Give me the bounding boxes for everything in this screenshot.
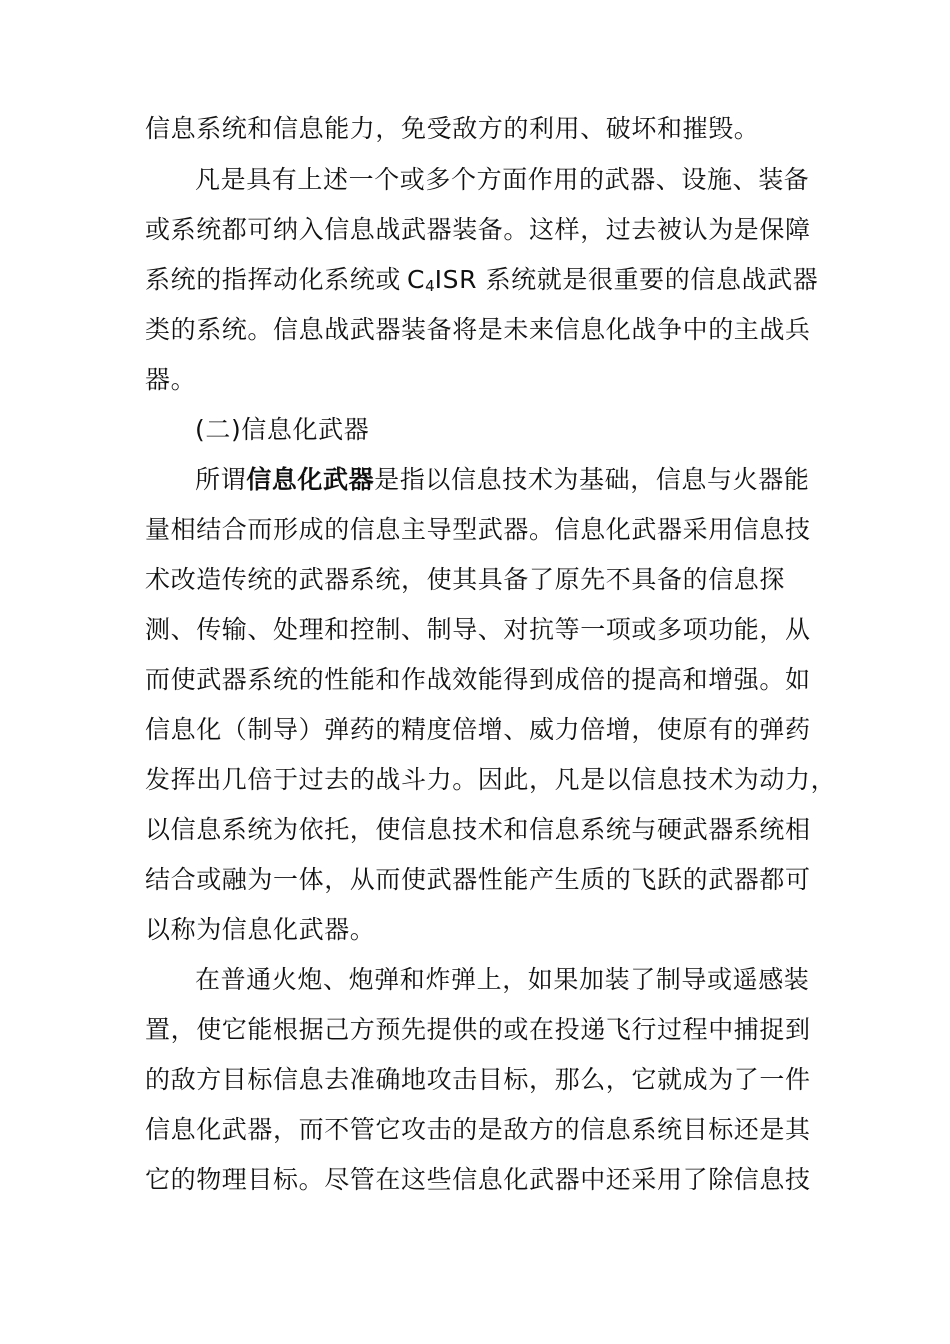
- paragraph-line: 的敌方目标信息去准确地攻击目标，那么，它就成为了一件: [145, 1065, 811, 1094]
- text-run: 系统的指挥动化系统或: [145, 265, 402, 294]
- paragraph-line: 置，使它能根据己方预先提供的或在投递飞行过程中捕捉到: [145, 1015, 811, 1044]
- paragraph-line: 量相结合而形成的信息主导型武器。信息化武器采用信息技: [145, 515, 811, 544]
- paragraph-line: 结合或融为一体，从而使武器性能产生质的飞跃的武器都可: [145, 865, 811, 894]
- paragraph-line: 而使武器系统的性能和作战效能得到成倍的提高和增强。如: [145, 665, 811, 694]
- paragraph-line: 或系统都可纳入信息战武器装备。这样，过去被认为是保障: [145, 215, 811, 244]
- paragraph-line: 术改造传统的武器系统，使其具备了原先不具备的信息探: [145, 565, 786, 594]
- text-run: 是指以信息技术为基础，信息与火器能: [374, 465, 810, 494]
- paragraph-line: 信息系统和信息能力，免受敌方的利用、破坏和摧毁。: [145, 114, 760, 143]
- paragraph-line: 类的系统。信息战武器装备将是未来信息化战争中的主战兵: [145, 315, 811, 344]
- paragraph-line: [145, 255, 818, 311]
- paragraph-line: 器。: [145, 365, 197, 394]
- text-run: 所谓: [195, 465, 247, 494]
- paragraph-line: [195, 455, 809, 505]
- paragraph-line: 信息化（制导）弹药的精度倍增、威力倍增，使原有的弹药: [145, 715, 811, 744]
- bold-term: 信息化武器: [246, 465, 375, 494]
- paragraph-line: 它的物理目标。尽管在这些信息化武器中还采用了除信息技: [145, 1165, 811, 1194]
- paragraph-line: 在普通火炮、炮弹和炸弹上，如果加装了制导或遥感装: [195, 965, 810, 994]
- paragraph-line: 以称为信息化武器。: [145, 915, 376, 944]
- subscript: 4: [425, 277, 435, 295]
- section-heading: (二)信息化武器: [195, 415, 370, 444]
- text-run: ISR 系统就是很重要的信息战武器: [434, 265, 819, 294]
- paragraph-line: 以信息系统为依托，使信息技术和信息系统与硬武器系统相: [145, 815, 811, 844]
- paragraph-line: 凡是具有上述一个或多个方面作用的武器、设施、装备: [195, 165, 810, 194]
- paragraph-line: 发挥出几倍于过去的战斗力。因此，凡是以信息技术为动力，: [145, 765, 837, 794]
- paragraph-line: 信息化武器，而不管它攻击的是敌方的信息系统目标还是其: [145, 1115, 811, 1144]
- paragraph-line: 测、传输、处理和控制、制导、对抗等一项或多项功能，从: [145, 615, 811, 644]
- text-run: C: [407, 265, 426, 294]
